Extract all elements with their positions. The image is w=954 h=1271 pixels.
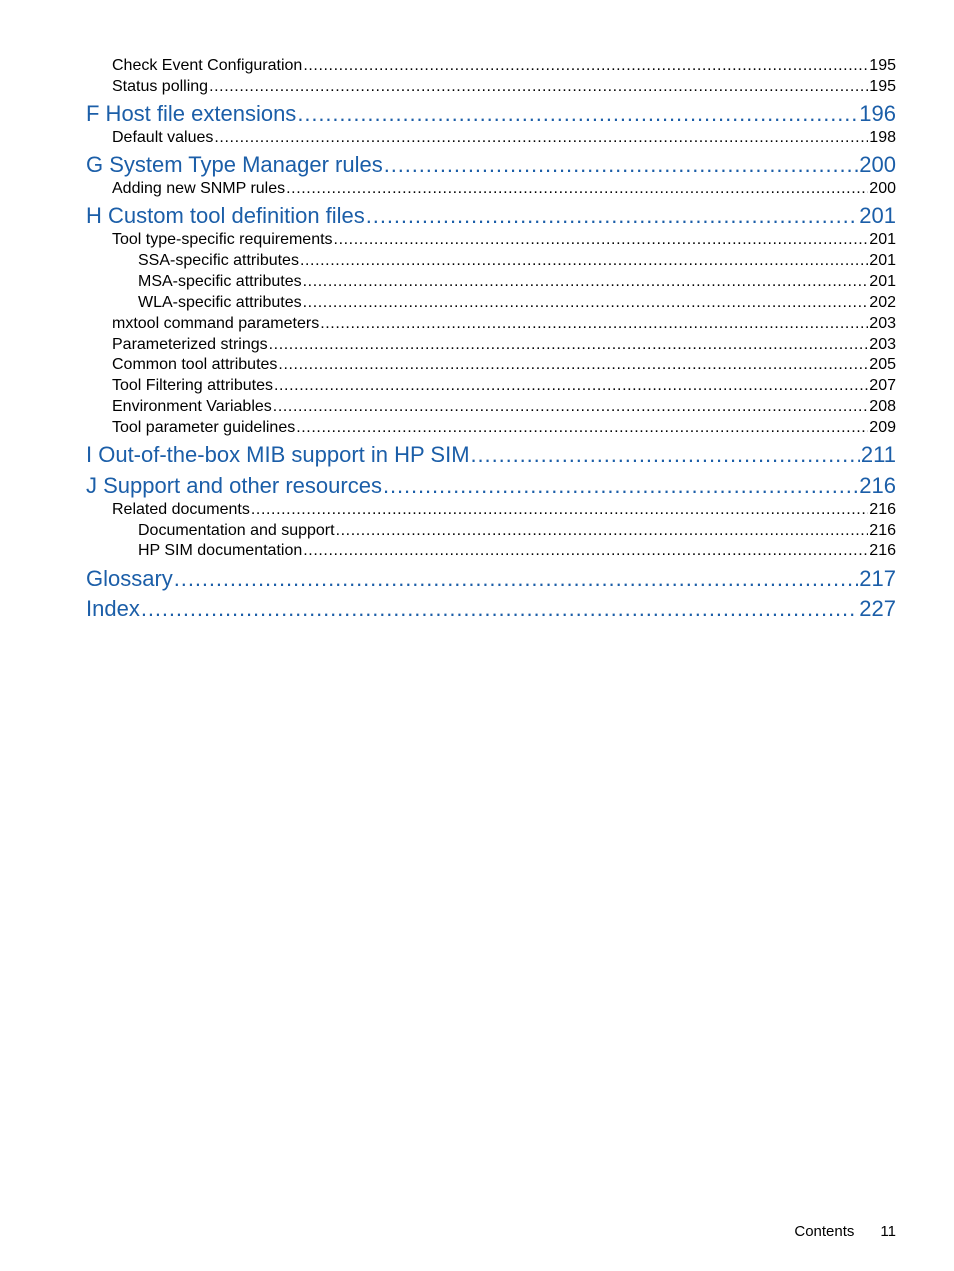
toc-entry-tool-type-specific-requirements[interactable]	[112, 230, 896, 250]
toc-entry-hp-sim-documentation[interactable]	[138, 541, 896, 561]
toc-entry-page: 216	[869, 542, 896, 559]
toc-entry-check-event-configuration[interactable]	[112, 56, 896, 76]
toc-heading-title: G System Type Manager rules	[86, 152, 383, 177]
toc-entry-related-documents[interactable]	[112, 500, 896, 520]
toc-heading-page: 216	[859, 473, 896, 498]
toc-heading-title: H Custom tool definition files	[86, 203, 365, 228]
toc-entry-tool-filtering-attributes[interactable]	[112, 376, 896, 396]
toc-entry-wla-specific-attributes[interactable]	[138, 293, 896, 313]
toc-entry-page: 201	[869, 252, 896, 269]
toc-entry-page: 207	[869, 377, 896, 394]
toc-heading-support-and-other-resources[interactable]	[86, 472, 896, 500]
toc-entry-common-tool-attributes[interactable]	[112, 355, 896, 375]
toc-entry-title: WLA-specific attributes	[138, 294, 302, 311]
toc-entry-parameterized-strings[interactable]	[112, 335, 896, 355]
toc-heading-page: 201	[859, 203, 896, 228]
toc-entry-page: 203	[869, 336, 896, 353]
toc-entry-environment-variables[interactable]	[112, 397, 896, 417]
dot-leader	[384, 151, 859, 179]
toc-heading-system-type-manager-rules[interactable]	[86, 151, 896, 179]
toc-entry-page: 195	[869, 78, 896, 95]
toc-entry-mxtool-command-parameters[interactable]	[112, 314, 896, 334]
toc-heading-custom-tool-definition-files[interactable]	[86, 202, 896, 230]
dot-leader	[273, 397, 869, 417]
dot-leader	[366, 202, 858, 230]
toc-heading-page: 200	[859, 152, 896, 177]
toc-heading-title: F Host file extensions	[86, 101, 297, 126]
toc-entry-adding-new-snmp-rules[interactable]	[112, 179, 896, 199]
dot-leader	[286, 179, 868, 199]
dot-leader	[320, 314, 868, 334]
toc-entry-title: Documentation and support	[138, 522, 335, 539]
toc-heading-page: 211	[860, 442, 896, 467]
footer-page-number: 11	[880, 1223, 896, 1240]
toc-entry-default-values[interactable]	[112, 128, 896, 148]
toc-entry-page: 202	[869, 294, 896, 311]
toc-entry-title: Tool parameter guidelines	[112, 419, 296, 436]
page-footer	[794, 1222, 896, 1242]
toc-entry-title: Environment Variables	[112, 398, 272, 415]
dot-leader	[278, 355, 868, 375]
dot-leader	[336, 521, 869, 541]
toc-entry-page: 201	[869, 273, 896, 290]
toc-entry-title: Related documents	[112, 501, 250, 518]
toc-entry-ssa-specific-attributes[interactable]	[138, 251, 896, 271]
dot-leader	[383, 472, 858, 500]
toc-entry-documentation-and-support[interactable]	[138, 521, 896, 541]
toc-entry-page: 200	[869, 180, 896, 197]
toc-entry-status-polling[interactable]	[112, 77, 896, 97]
dot-leader	[297, 100, 858, 128]
toc-entry-title: mxtool command parameters	[112, 315, 320, 332]
toc-heading-page: 217	[859, 566, 896, 591]
dot-leader	[251, 500, 868, 520]
toc-heading-title: I Out-of-the-box MIB support in HP SIM	[86, 442, 470, 467]
toc-heading-out-of-the-box-mib-support[interactable]	[86, 441, 896, 469]
dot-leader	[303, 293, 869, 313]
dot-leader	[141, 595, 858, 623]
toc-heading-title: Index	[86, 596, 140, 621]
toc-entry-page: 205	[869, 356, 896, 373]
toc-entry-page: 198	[869, 129, 896, 146]
toc-entry-page: 203	[869, 315, 896, 332]
toc-entry-title: MSA-specific attributes	[138, 273, 302, 290]
toc-entry-page: 216	[869, 522, 896, 539]
toc-entry-page: 201	[869, 231, 896, 248]
toc-entry-tool-parameter-guidelines[interactable]	[112, 418, 896, 438]
dot-leader	[269, 335, 869, 355]
toc-entry-title: HP SIM documentation	[138, 542, 303, 559]
dot-leader	[471, 441, 860, 469]
toc-entry-page: 216	[869, 501, 896, 518]
toc-heading-page: 227	[859, 596, 896, 621]
toc-entry-title: Common tool attributes	[112, 356, 278, 373]
toc-entry-page: 209	[869, 419, 896, 436]
dot-leader	[214, 128, 868, 148]
dot-leader	[303, 272, 869, 292]
dot-leader	[274, 376, 868, 396]
dot-leader	[174, 565, 858, 593]
toc-entry-page: 195	[869, 57, 896, 74]
toc-heading-title: J Support and other resources	[86, 473, 382, 498]
toc-entry-title: Check Event Configuration	[112, 57, 303, 74]
toc-entry-title: Parameterized strings	[112, 336, 268, 353]
toc-entry-title: Default values	[112, 129, 214, 146]
toc-heading-page: 196	[859, 101, 896, 126]
toc-entry-title: Adding new SNMP rules	[112, 180, 286, 197]
toc-entry-msa-specific-attributes[interactable]	[138, 272, 896, 292]
toc-entry-page: 208	[869, 398, 896, 415]
toc-heading-index[interactable]	[86, 595, 896, 623]
toc-entry-title: Tool Filtering attributes	[112, 377, 273, 394]
toc-entry-title: Tool type-specific requirements	[112, 231, 333, 248]
toc-heading-glossary[interactable]	[86, 565, 896, 593]
dot-leader	[303, 56, 868, 76]
footer-section-label: Contents	[794, 1223, 855, 1240]
dot-leader	[209, 77, 868, 97]
toc-entry-title: SSA-specific attributes	[138, 252, 299, 269]
dot-leader	[300, 251, 868, 271]
toc-heading-host-file-extensions[interactable]	[86, 100, 896, 128]
toc-entry-title: Status polling	[112, 78, 209, 95]
dot-leader	[334, 230, 869, 250]
toc-heading-title: Glossary	[86, 566, 173, 591]
dot-leader	[296, 418, 868, 438]
dot-leader	[303, 541, 868, 561]
